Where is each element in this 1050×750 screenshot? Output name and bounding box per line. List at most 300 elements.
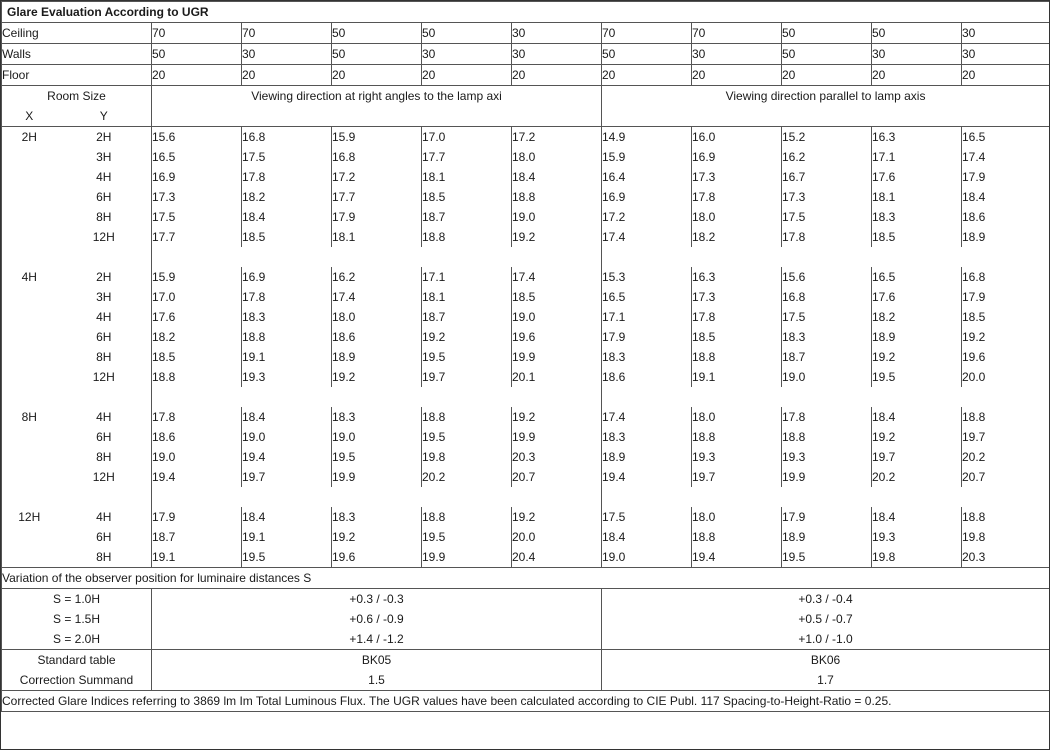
par-g3r1c2: 18.0 [692,407,782,427]
walls-value-4: 30 [422,44,512,65]
par-g2r4c2: 18.5 [692,327,782,347]
correction-summand-row [2,670,1050,691]
perpendicular-direction-header: Viewing direction at right angles to the lamp axi [152,86,602,107]
x-spacer-g3r3 [2,447,57,467]
parallel-direction-header: Viewing direction parallel to lamp axis [602,86,1050,107]
x-spacer-g1r5 [2,207,57,227]
par-g1r4c1: 16.9 [602,187,692,207]
table-row [2,227,1050,247]
table-row [2,147,1050,167]
perp-g1r2c2: 17.5 [242,147,332,167]
perp-g1r3c5: 18.4 [512,167,602,187]
perp-g2r1c2: 16.9 [242,267,332,287]
perp-g3r1c2: 18.4 [242,407,332,427]
variation-title-row [2,568,1050,589]
perp-g1r3c4: 18.1 [422,167,512,187]
perp-g3r1c3: 18.3 [332,407,422,427]
x-spacer-g2r2 [2,287,57,307]
par-g1r5c5: 18.6 [962,207,1050,227]
y-label-g1r2: 3H [57,147,152,167]
variation-par-1: +0.3 / -0.4 [602,589,1050,610]
perp-g4r2c2: 19.1 [242,527,332,547]
par-g2r5c5: 19.6 [962,347,1050,367]
floor-value-7: 20 [692,65,782,86]
par-g4r3c2: 19.4 [692,547,782,568]
x-spacer-g1r3 [2,167,57,187]
perp-g4r2c3: 19.2 [332,527,422,547]
par-g2r2c3: 16.8 [782,287,872,307]
spacer-perp-1 [152,247,602,267]
par-g1r5c4: 18.3 [872,207,962,227]
table-row [2,327,1050,347]
perp-g1r2c4: 17.7 [422,147,512,167]
par-g2r1c3: 15.6 [782,267,872,287]
perp-g3r1c1: 17.8 [152,407,242,427]
perp-g2r6c4: 19.7 [422,367,512,387]
walls-value-7: 30 [692,44,782,65]
perp-g3r3c1: 19.0 [152,447,242,467]
par-g4r1c4: 18.4 [872,507,962,527]
par-g1r2c1: 15.9 [602,147,692,167]
par-g1r3c3: 16.7 [782,167,872,187]
walls-value-6: 50 [602,44,692,65]
header-row-2 [2,106,1050,127]
reflectance-row-ceiling [2,23,1050,44]
par-g2r3c4: 18.2 [872,307,962,327]
y-label-g4r3: 8H [57,547,152,568]
walls-value-10: 30 [962,44,1050,65]
perp-g2r4c5: 19.6 [512,327,602,347]
parallel-header-spacer [602,106,1050,127]
y-label-g2r4: 6H [57,327,152,347]
perp-g1r1c3: 15.9 [332,127,422,148]
walls-value-3: 50 [332,44,422,65]
par-g1r6c1: 17.4 [602,227,692,247]
perp-g3r4c4: 20.2 [422,467,512,487]
par-g2r1c1: 15.3 [602,267,692,287]
par-g1r5c1: 17.2 [602,207,692,227]
perpendicular-header-spacer [152,106,602,127]
par-g3r4c1: 19.4 [602,467,692,487]
perp-g1r4c3: 17.7 [332,187,422,207]
table-row [2,287,1050,307]
walls-value-2: 30 [242,44,332,65]
floor-value-1: 20 [152,65,242,86]
par-g1r5c2: 18.0 [692,207,782,227]
room-size-header: Room Size [2,86,152,107]
variation-perp-1: +0.3 / -0.3 [152,589,602,610]
perp-g1r5c5: 19.0 [512,207,602,227]
spacer-y-2 [57,387,152,407]
variation-label-1: S = 1.0H [2,589,152,610]
par-g3r2c3: 18.8 [782,427,872,447]
par-g1r4c4: 18.1 [872,187,962,207]
par-g1r3c4: 17.6 [872,167,962,187]
perp-g4r3c1: 19.1 [152,547,242,568]
ceiling-value-6: 70 [602,23,692,44]
spacer-y-3 [57,487,152,507]
standard-table-par: BK06 [602,650,1050,671]
standard-table-row [2,650,1050,671]
par-g2r4c4: 18.9 [872,327,962,347]
par-g2r2c1: 16.5 [602,287,692,307]
ceiling-value-2: 70 [242,23,332,44]
par-g2r6c5: 20.0 [962,367,1050,387]
y-label-g2r3: 4H [57,307,152,327]
perp-g1r2c1: 16.5 [152,147,242,167]
perp-g1r2c5: 18.0 [512,147,602,167]
table-row [2,127,1050,148]
floor-value-6: 20 [602,65,692,86]
par-g4r3c1: 19.0 [602,547,692,568]
par-g2r1c2: 16.3 [692,267,782,287]
ceiling-value-10: 30 [962,23,1050,44]
par-g4r1c2: 18.0 [692,507,782,527]
x-label-g4: 12H [2,507,57,527]
par-g2r2c5: 17.9 [962,287,1050,307]
par-g1r3c1: 16.4 [602,167,692,187]
floor-value-9: 20 [872,65,962,86]
perp-g1r3c2: 17.8 [242,167,332,187]
x-spacer-g1r6 [2,227,57,247]
par-g3r1c1: 17.4 [602,407,692,427]
perp-g2r1c3: 16.2 [332,267,422,287]
par-g1r6c4: 18.5 [872,227,962,247]
reflectance-row-floor [2,65,1050,86]
perp-g3r4c5: 20.7 [512,467,602,487]
y-label-g2r5: 8H [57,347,152,367]
par-g2r4c5: 19.2 [962,327,1050,347]
perp-g4r3c5: 20.4 [512,547,602,568]
reflectance-row-walls [2,44,1050,65]
table-row [2,507,1050,527]
par-g3r2c1: 18.3 [602,427,692,447]
x-spacer-g3r4 [2,467,57,487]
perp-g1r4c5: 18.8 [512,187,602,207]
perp-g3r2c3: 19.0 [332,427,422,447]
variation-par-2: +0.5 / -0.7 [602,609,1050,629]
par-g2r3c1: 17.1 [602,307,692,327]
par-g2r6c2: 19.1 [692,367,782,387]
ceiling-value-3: 50 [332,23,422,44]
perp-g1r6c5: 19.2 [512,227,602,247]
reflectance-label-walls: Walls [2,44,152,65]
ugr-table [1,1,1050,712]
perp-g4r3c4: 19.9 [422,547,512,568]
x-spacer-g4r2 [2,527,57,547]
table-row [2,307,1050,327]
spacer-x-1 [2,247,57,267]
par-g4r3c4: 19.8 [872,547,962,568]
variation-label-3: S = 2.0H [2,629,152,650]
y-label-g2r2: 3H [57,287,152,307]
par-g3r1c5: 18.8 [962,407,1050,427]
perp-g4r3c3: 19.6 [332,547,422,568]
par-g4r1c3: 17.9 [782,507,872,527]
perp-g2r1c5: 17.4 [512,267,602,287]
perp-g2r5c1: 18.5 [152,347,242,367]
variation-row-1 [2,589,1050,610]
standard-table-perp: BK05 [152,650,602,671]
par-g2r2c4: 17.6 [872,287,962,307]
y-label-g3r4: 12H [57,467,152,487]
perp-g2r5c3: 18.9 [332,347,422,367]
spacer-par-1 [602,247,1050,267]
header-row-1 [2,86,1050,107]
perp-g2r3c5: 19.0 [512,307,602,327]
variation-label-2: S = 1.5H [2,609,152,629]
par-g3r1c4: 18.4 [872,407,962,427]
par-g4r1c5: 18.8 [962,507,1050,527]
perp-g1r2c3: 16.8 [332,147,422,167]
perp-g2r6c1: 18.8 [152,367,242,387]
perp-g3r3c4: 19.8 [422,447,512,467]
y-label-g1r1: 2H [57,127,152,148]
par-g1r6c5: 18.9 [962,227,1050,247]
perp-g2r6c2: 19.3 [242,367,332,387]
par-g1r1c4: 16.3 [872,127,962,148]
par-g2r1c5: 16.8 [962,267,1050,287]
spacer-perp-3 [152,487,602,507]
table-row [2,427,1050,447]
x-spacer-g4r3 [2,547,57,568]
perp-g4r2c1: 18.7 [152,527,242,547]
x-label-g1: 2H [2,127,57,148]
y-label-g3r2: 6H [57,427,152,447]
ceiling-value-5: 30 [512,23,602,44]
perp-g3r1c5: 19.2 [512,407,602,427]
x-header: X [2,106,57,127]
par-g1r6c2: 18.2 [692,227,782,247]
par-g2r2c2: 17.3 [692,287,782,307]
perp-g4r1c2: 18.4 [242,507,332,527]
perp-g4r2c4: 19.5 [422,527,512,547]
perp-g2r5c2: 19.1 [242,347,332,367]
par-g1r2c5: 17.4 [962,147,1050,167]
title-row [2,2,1050,23]
x-spacer-g3r2 [2,427,57,447]
perp-g1r4c1: 17.3 [152,187,242,207]
perp-g2r5c5: 19.9 [512,347,602,367]
perp-g1r4c2: 18.2 [242,187,332,207]
par-g3r4c2: 19.7 [692,467,782,487]
perp-g1r1c1: 15.6 [152,127,242,148]
par-g2r5c1: 18.3 [602,347,692,367]
x-spacer-g1r2 [2,147,57,167]
par-g1r5c3: 17.5 [782,207,872,227]
par-g3r3c2: 19.3 [692,447,782,467]
ceiling-value-4: 50 [422,23,512,44]
par-g1r2c3: 16.2 [782,147,872,167]
floor-value-10: 20 [962,65,1050,86]
table-row [2,547,1050,568]
par-g1r4c3: 17.3 [782,187,872,207]
perp-g3r3c2: 19.4 [242,447,332,467]
par-g2r1c4: 16.5 [872,267,962,287]
group-spacer [2,487,1050,507]
table-row [2,407,1050,427]
par-g4r2c3: 18.9 [782,527,872,547]
perp-g4r3c2: 19.5 [242,547,332,568]
y-label-g2r1: 2H [57,267,152,287]
perp-g2r4c1: 18.2 [152,327,242,347]
variation-perp-3: +1.4 / -1.2 [152,629,602,650]
par-g1r3c2: 17.3 [692,167,782,187]
x-spacer-g2r3 [2,307,57,327]
group-spacer [2,387,1050,407]
par-g2r5c3: 18.7 [782,347,872,367]
variation-title: Variation of the observer position for luminaire distances S [2,568,1050,589]
correction-summand-par: 1.7 [602,670,1050,691]
perp-g4r1c1: 17.9 [152,507,242,527]
perp-g2r2c4: 18.1 [422,287,512,307]
standard-table-label: Standard table [2,650,152,671]
perp-g1r5c3: 17.9 [332,207,422,227]
par-g1r2c4: 17.1 [872,147,962,167]
table-row [2,187,1050,207]
spacer-x-3 [2,487,57,507]
reflectance-label-ceiling: Ceiling [2,23,152,44]
x-spacer-g2r4 [2,327,57,347]
par-g3r2c5: 19.7 [962,427,1050,447]
perp-g2r3c2: 18.3 [242,307,332,327]
table-row [2,207,1050,227]
ceiling-value-7: 70 [692,23,782,44]
par-g3r3c4: 19.7 [872,447,962,467]
par-g4r1c1: 17.5 [602,507,692,527]
par-g3r4c3: 19.9 [782,467,872,487]
par-g1r3c5: 17.9 [962,167,1050,187]
y-label-g1r3: 4H [57,167,152,187]
spacer-par-3 [602,487,1050,507]
perp-g2r3c3: 18.0 [332,307,422,327]
floor-value-5: 20 [512,65,602,86]
table-row [2,347,1050,367]
perp-g3r1c4: 18.8 [422,407,512,427]
walls-value-1: 50 [152,44,242,65]
perp-g2r5c4: 19.5 [422,347,512,367]
perp-g4r2c5: 20.0 [512,527,602,547]
group-spacer [2,247,1050,267]
correction-summand-perp: 1.5 [152,670,602,691]
perp-g2r6c3: 19.2 [332,367,422,387]
par-g2r3c3: 17.5 [782,307,872,327]
y-label-g4r1: 4H [57,507,152,527]
perp-g4r1c4: 18.8 [422,507,512,527]
par-g2r6c4: 19.5 [872,367,962,387]
perp-g4r1c3: 18.3 [332,507,422,527]
par-g3r3c3: 19.3 [782,447,872,467]
y-label-g1r4: 6H [57,187,152,207]
perp-g3r3c5: 20.3 [512,447,602,467]
perp-g2r4c3: 18.6 [332,327,422,347]
par-g1r1c3: 15.2 [782,127,872,148]
par-g3r1c3: 17.8 [782,407,872,427]
par-g3r2c4: 19.2 [872,427,962,447]
x-spacer-g2r5 [2,347,57,367]
par-g2r4c3: 18.3 [782,327,872,347]
perp-g3r2c5: 19.9 [512,427,602,447]
variation-row-2 [2,609,1050,629]
y-label-g1r5: 8H [57,207,152,227]
perp-g3r2c4: 19.5 [422,427,512,447]
walls-value-5: 30 [512,44,602,65]
par-g1r6c3: 17.8 [782,227,872,247]
par-g3r2c2: 18.8 [692,427,782,447]
variation-par-3: +1.0 / -1.0 [602,629,1050,650]
perp-g3r2c2: 19.0 [242,427,332,447]
perp-g1r4c4: 18.5 [422,187,512,207]
x-spacer-g2r6 [2,367,57,387]
ceiling-value-8: 50 [782,23,872,44]
spacer-y-1 [57,247,152,267]
variation-perp-2: +0.6 / -0.9 [152,609,602,629]
table-row [2,467,1050,487]
perp-g3r2c1: 18.6 [152,427,242,447]
y-label-g2r6: 12H [57,367,152,387]
perp-g2r4c2: 18.8 [242,327,332,347]
floor-value-3: 20 [332,65,422,86]
perp-g1r1c2: 16.8 [242,127,332,148]
perp-g1r5c4: 18.7 [422,207,512,227]
par-g1r1c2: 16.0 [692,127,782,148]
floor-value-4: 20 [422,65,512,86]
page-title: Glare Evaluation According to UGR [2,2,1050,23]
par-g1r2c2: 16.9 [692,147,782,167]
x-spacer-g1r4 [2,187,57,207]
par-g4r2c4: 19.3 [872,527,962,547]
par-g2r5c2: 18.8 [692,347,782,367]
perp-g2r1c4: 17.1 [422,267,512,287]
par-g2r5c4: 19.2 [872,347,962,367]
y-header: Y [57,106,152,127]
perp-g2r2c3: 17.4 [332,287,422,307]
par-g1r4c5: 18.4 [962,187,1050,207]
correction-summand-label: Correction Summand [2,670,152,691]
table-row [2,167,1050,187]
y-label-g3r1: 4H [57,407,152,427]
table-row [2,367,1050,387]
perp-g1r6c3: 18.1 [332,227,422,247]
perp-g2r1c1: 15.9 [152,267,242,287]
floor-value-8: 20 [782,65,872,86]
par-g4r3c3: 19.5 [782,547,872,568]
perp-g2r6c5: 20.1 [512,367,602,387]
perp-g1r3c1: 16.9 [152,167,242,187]
footer-note: Corrected Glare Indices referring to 3869 lm Im Total Luminous Flux. The UGR values have been calculated according to CIE Publ. 117 Spacing-to-Height-Ratio = 0.25. [2,691,1050,712]
spacer-par-2 [602,387,1050,407]
perp-g1r5c1: 17.5 [152,207,242,227]
ceiling-value-1: 70 [152,23,242,44]
spacer-perp-2 [152,387,602,407]
perp-g3r4c3: 19.9 [332,467,422,487]
par-g4r2c5: 19.8 [962,527,1050,547]
perp-g2r3c4: 18.7 [422,307,512,327]
par-g2r3c2: 17.8 [692,307,782,327]
table-row [2,267,1050,287]
perp-g2r4c4: 19.2 [422,327,512,347]
perp-g3r4c1: 19.4 [152,467,242,487]
y-label-g3r3: 8H [57,447,152,467]
par-g1r1c1: 14.9 [602,127,692,148]
footer-row [2,691,1050,712]
par-g4r2c1: 18.4 [602,527,692,547]
floor-value-2: 20 [242,65,332,86]
table-row [2,447,1050,467]
ceiling-value-9: 50 [872,23,962,44]
walls-value-8: 50 [782,44,872,65]
perp-g1r6c2: 18.5 [242,227,332,247]
